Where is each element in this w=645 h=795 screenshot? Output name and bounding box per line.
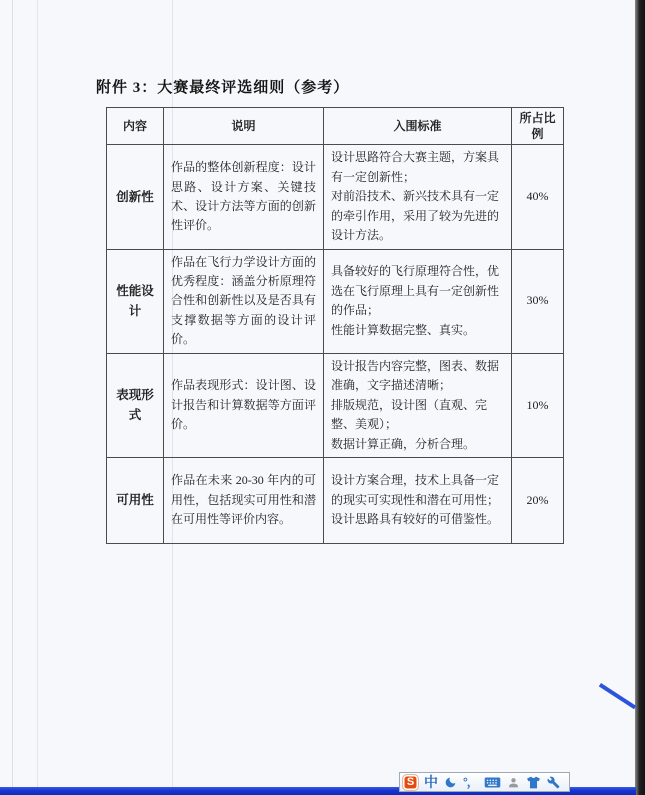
table-header-row bbox=[107, 108, 564, 145]
criterion-weight: 30% bbox=[512, 249, 564, 353]
user-account-icon[interactable] bbox=[507, 776, 520, 789]
criterion-weight: 10% bbox=[512, 353, 564, 457]
criteria-table-body bbox=[107, 145, 564, 544]
criterion-name: 可用性 bbox=[107, 457, 164, 543]
chinese-mode-toggle[interactable]: 中 bbox=[424, 774, 438, 790]
table-row bbox=[107, 249, 564, 353]
header-criteria: 入围标准 bbox=[324, 108, 512, 145]
criterion-standards: 具备较好的飞行原理符合性，优选在飞行原理上具有一定创新性的作品； 性能计算数据完整、真实。 bbox=[324, 249, 512, 353]
scan-edge-dark-strip bbox=[635, 0, 645, 795]
scan-artifact-line bbox=[37, 0, 38, 787]
scan-corner-blue-artifact bbox=[599, 683, 636, 709]
scan-artifact-line bbox=[12, 0, 13, 787]
criterion-standards: 设计方案合理，技术上具备一定的现实可实现性和潜在可用性； 设计思路具有较好的可借鉴性。 bbox=[324, 457, 512, 543]
header-description: 说明 bbox=[164, 108, 324, 145]
table-row bbox=[107, 457, 564, 543]
tshirt-skin-icon[interactable] bbox=[526, 776, 541, 789]
criterion-description: 作品的整体创新程度：设计思路、设计方案、关键技术、设计方法等方面的创新性评价。 bbox=[164, 145, 324, 249]
keyboard-icon[interactable] bbox=[484, 776, 501, 789]
header-weight: 所占比例 bbox=[512, 108, 564, 145]
criterion-standards: 设计报告内容完整，图表、数据准确，文字描述清晰； 排版规范，设计图（直观、完整、美观）； 数据计算正确，分析合理。 bbox=[324, 353, 512, 457]
page-title: 附件 3：大赛最终评选细则（参考） bbox=[96, 80, 350, 96]
criterion-name: 性能设计 bbox=[107, 249, 164, 353]
criterion-weight: 40% bbox=[512, 145, 564, 249]
table-row bbox=[107, 353, 564, 457]
wrench-settings-icon[interactable] bbox=[547, 776, 560, 789]
punctuation-toggle-icon[interactable]: °， bbox=[463, 775, 478, 789]
fullwidth-moon-icon[interactable] bbox=[444, 776, 457, 789]
criterion-name: 创新性 bbox=[107, 145, 164, 249]
criterion-standards: 设计思路符合大赛主题，方案具有一定创新性； 对前沿技术、新兴技术具有一定的牵引作用，采用了较为先进的设计方法。 bbox=[324, 145, 512, 249]
criterion-weight: 20% bbox=[512, 457, 564, 543]
sogou-logo-icon[interactable]: S bbox=[403, 775, 418, 790]
table-row bbox=[107, 145, 564, 249]
criterion-description: 作品表现形式：设计图、设计报告和计算数据等方面评价。 bbox=[164, 353, 324, 457]
header-content: 内容 bbox=[107, 108, 164, 145]
criterion-name: 表现形式 bbox=[107, 353, 164, 457]
criterion-description: 作品在飞行力学设计方面的优秀程度：涵盖分析原理符合性和创新性以及是否具有支撑数据等方面的设计评价。 bbox=[164, 249, 324, 353]
criterion-description: 作品在未来 20-30 年内的可用性，包括现实可用性和潜在可用性等评价内容。 bbox=[164, 457, 324, 543]
sogou-ime-toolbar[interactable] bbox=[399, 772, 570, 792]
evaluation-criteria-table bbox=[106, 107, 564, 544]
